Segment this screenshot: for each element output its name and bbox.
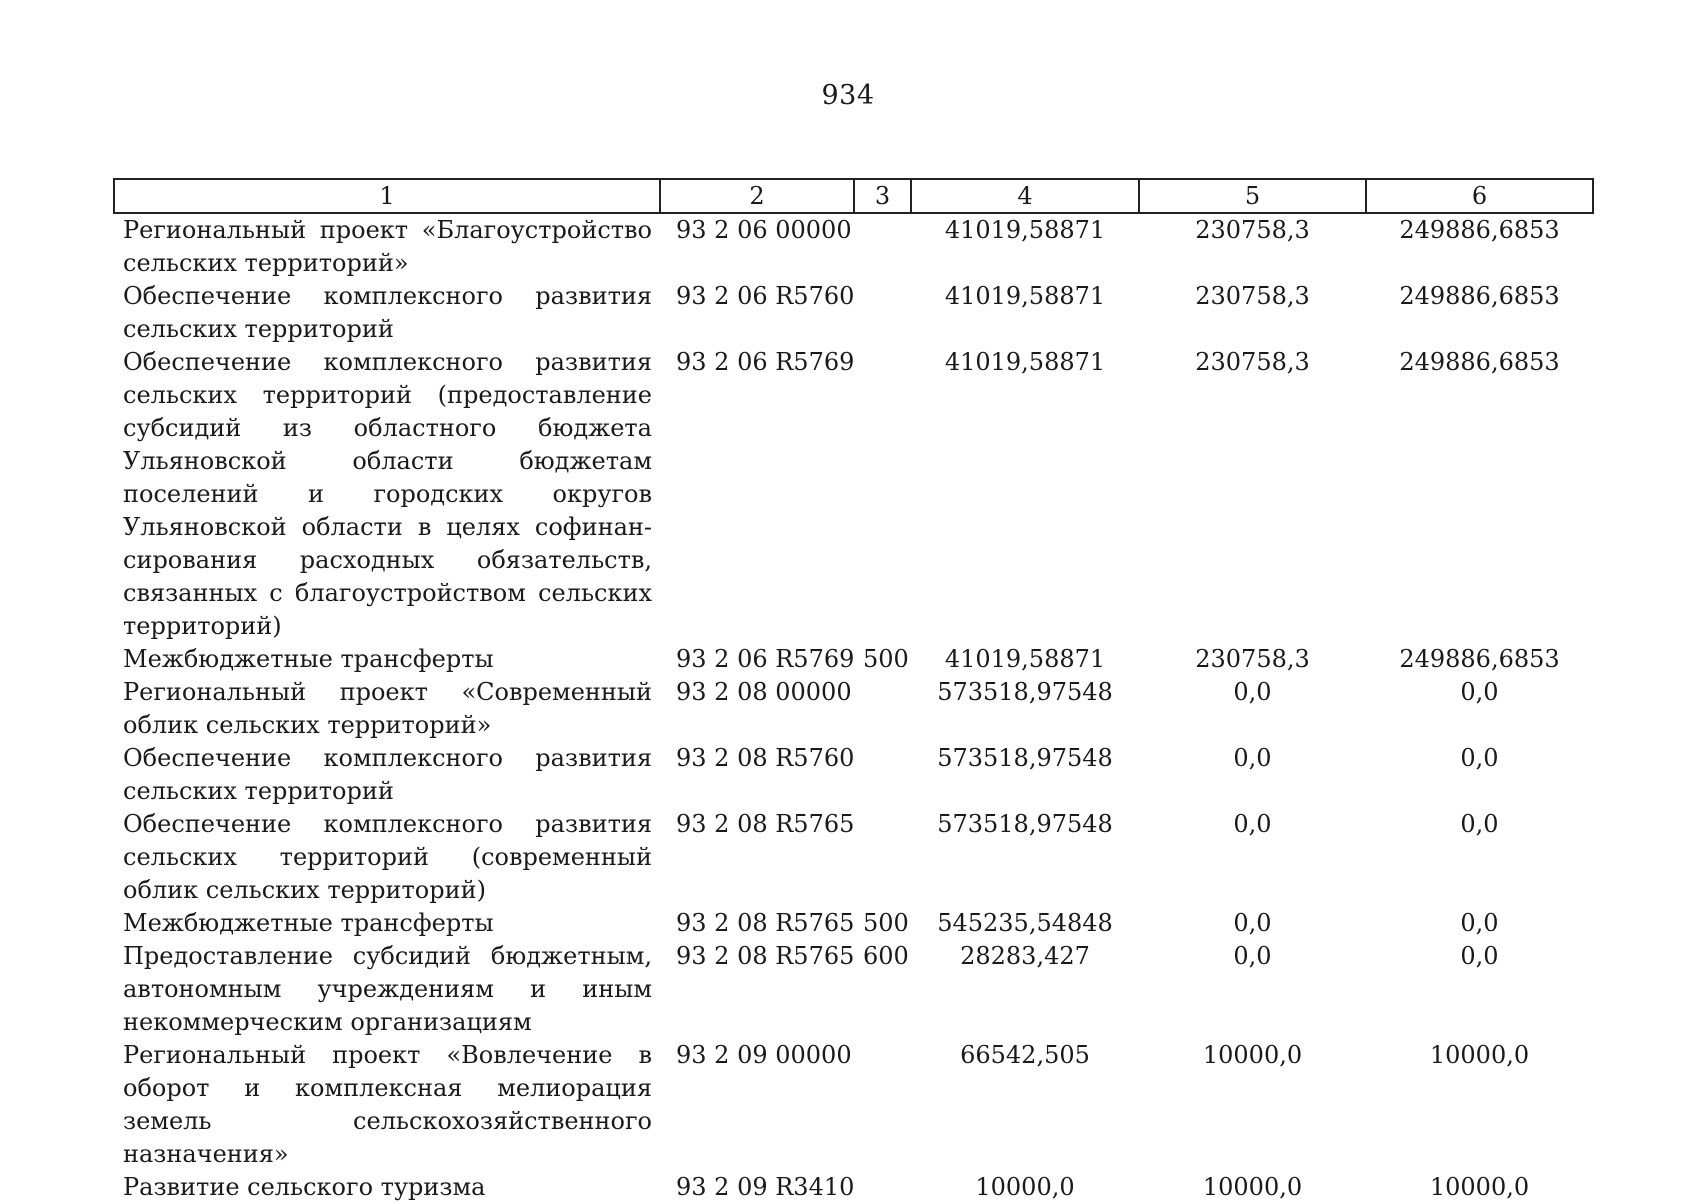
row-year3-value: 0,0 [1460,744,1499,772]
table-row [114,1171,1593,1204]
row-year2-value: 0,0 [1233,744,1272,772]
table-row [114,1039,1593,1171]
column-header-4: 4 [911,179,1139,213]
row-year3-value: 0,0 [1460,909,1499,937]
row-year3-value: 249886,6853 [1399,645,1560,673]
table-row [114,940,1593,1039]
row-year2-value: 10000,0 [1202,1041,1303,1069]
table-header-row [114,179,1593,213]
row-code: 93 2 08 R5760 [676,744,855,772]
row-expense-type [854,280,911,346]
row-name: Региональный проект «Вовлечение в оборот и комплексная мелиорация земель сельскохозяйственного назначения» [123,1041,652,1168]
row-year3-value: 249886,6853 [1399,348,1560,376]
row-year2-value: 230758,3 [1195,348,1310,376]
row-expense-type [854,1171,911,1204]
row-year1-value: 545235,54848 [937,909,1113,937]
row-code: 93 2 09 R3410 [676,1173,855,1201]
row-code: 93 2 08 R5765 [676,942,855,970]
row-year2-value: 0,0 [1233,678,1272,706]
row-year2-value: 0,0 [1233,810,1272,838]
row-year1-value: 41019,58871 [944,216,1106,244]
row-expense-type [854,742,911,808]
row-year1-value: 41019,58871 [944,348,1106,376]
row-year1-value: 28283,427 [960,942,1090,970]
table-row [114,742,1593,808]
row-code: 93 2 06 00000 [676,216,852,244]
column-header-1: 1 [114,179,660,213]
row-name: Обеспечение комплексного развития сельских территорий (предоставление субсидий из областного бюджета Ульяновской области бюджетам поселений и городских округов Ульяновской области в целях софинансирования расходных обязательств, связанных с благоустройством сельских территорий) [123,348,652,640]
row-name: Предоставление субсидий бюджетным, автономным учреждениям и иным некоммерческим организациям [123,942,652,1036]
table-row [114,280,1593,346]
table-row [114,808,1593,907]
row-code: 93 2 06 R5769 [676,645,855,673]
column-header-6: 6 [1366,179,1593,213]
row-year1-value: 573518,97548 [937,678,1113,706]
row-year2-value: 230758,3 [1195,282,1310,310]
table-row [114,643,1593,676]
column-header-5: 5 [1139,179,1366,213]
row-expense-type: 500 [863,909,909,937]
row-name: Обеспечение комплексного развития сельских территорий [123,282,652,343]
row-year2-value: 0,0 [1233,942,1272,970]
row-code: 93 2 08 R5765 [676,909,855,937]
row-name: Региональный проект «Благоустройство сельских территорий» [123,216,652,277]
row-year1-value: 41019,58871 [944,645,1106,673]
row-year1-value: 573518,97548 [937,810,1113,838]
table-row [114,676,1593,742]
row-year2-value: 230758,3 [1195,216,1310,244]
row-year2-value: 230758,3 [1195,645,1310,673]
row-name: Региональный проект «Современный облик сельских территорий» [123,678,652,739]
row-year3-value: 249886,6853 [1399,282,1560,310]
row-name: Развитие сельского туризма [123,1173,486,1201]
row-year3-value: 0,0 [1460,678,1499,706]
row-code: 93 2 08 00000 [676,678,852,706]
row-expense-type: 600 [863,942,909,970]
row-year1-value: 66542,505 [960,1041,1090,1069]
row-expense-type [854,808,911,907]
row-year1-value: 41019,58871 [944,282,1106,310]
row-year3-value: 10000,0 [1429,1173,1530,1201]
table-row [114,346,1593,643]
row-year2-value: 10000,0 [1202,1173,1303,1201]
column-header-3: 3 [854,179,911,213]
budget-table [113,178,1594,1204]
row-year1-value: 573518,97548 [937,744,1113,772]
row-code: 93 2 09 00000 [676,1041,852,1069]
row-code: 93 2 06 R5769 [676,348,855,376]
row-name: Обеспечение комплексного развития сельских территорий [123,744,652,805]
row-year3-value: 249886,6853 [1399,216,1560,244]
row-expense-type: 500 [863,645,909,673]
row-expense-type [854,346,911,643]
row-name: Межбюджетные трансферты [123,909,494,937]
row-name: Межбюджетные трансферты [123,645,494,673]
page-number: 934 [821,80,875,111]
row-year2-value: 0,0 [1233,909,1272,937]
row-expense-type [854,676,911,742]
row-name: Обеспечение комплексного развития сельских территорий (современный облик сельских территорий) [123,810,652,904]
row-expense-type [854,213,911,280]
row-code: 93 2 08 R5765 [676,810,855,838]
row-code: 93 2 06 R5760 [676,282,855,310]
row-year3-value: 0,0 [1460,810,1499,838]
row-expense-type [854,1039,911,1171]
table-row [114,907,1593,940]
column-header-2: 2 [660,179,854,213]
row-year1-value: 10000,0 [975,1173,1075,1201]
table-row [114,213,1593,280]
row-year3-value: 10000,0 [1429,1041,1530,1069]
row-year3-value: 0,0 [1460,942,1499,970]
